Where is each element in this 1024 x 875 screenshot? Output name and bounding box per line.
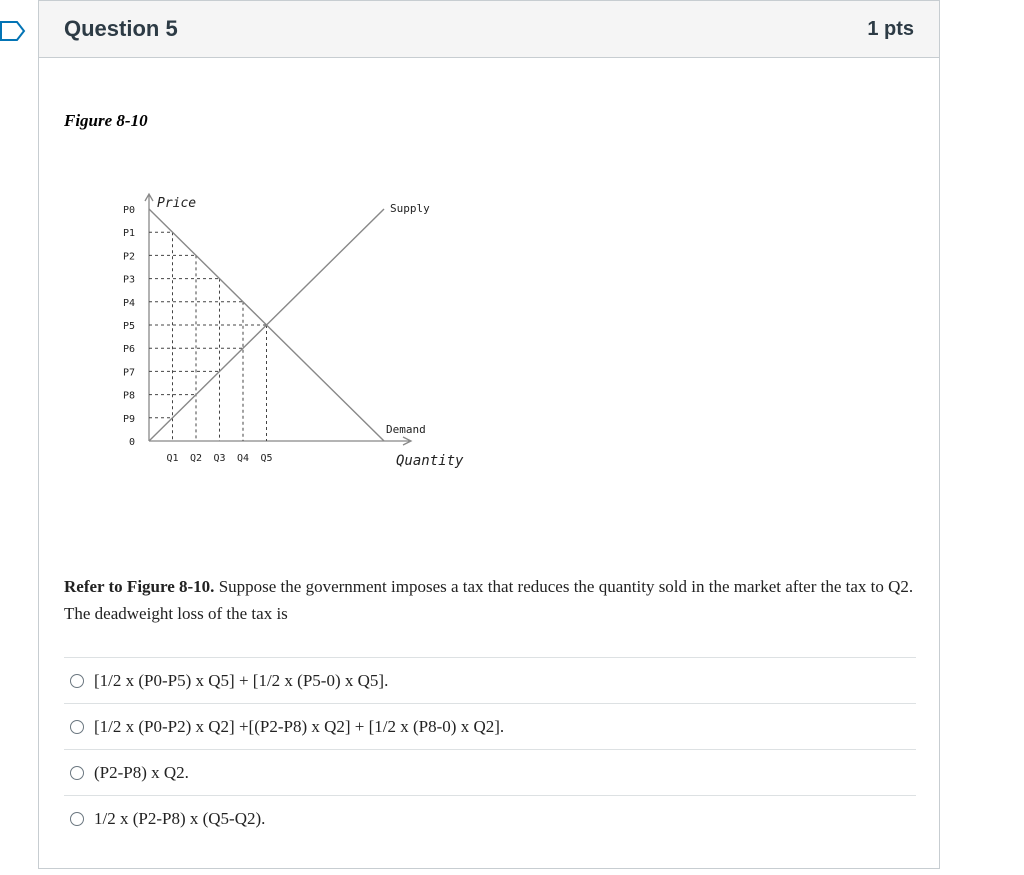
question-header [39,1,939,58]
question-points: 1 pts [867,17,914,40]
price-tick-label: P8 [122,390,135,402]
answer-list [64,657,916,841]
supply-label: Supply [390,202,430,215]
price-tick-label: P9 [122,413,135,425]
quantity-tick-label: Q5 [260,453,273,464]
answer-option-4[interactable] [64,795,916,841]
price-tick-label: P7 [122,367,135,379]
question-title: Question 5 [64,16,178,41]
question-card [38,0,940,869]
figure-label: Figure 8-10 [64,111,148,130]
price-tick-label: P3 [122,274,135,286]
radio-button[interactable] [70,674,84,688]
answer-text: [1/2 x (P0-P5) x Q5] + [1/2 x (P5-0) x Q5]. [94,670,389,690]
price-tick-label: P6 [122,344,135,356]
demand-label: Demand [386,423,426,436]
radio-button[interactable] [70,812,84,826]
radio-button[interactable] [70,720,84,734]
prompt-text: Suppose the government imposes a tax that reduces the quantity sold in the market after the tax to Q2. The deadweight loss of the tax is [64,577,914,623]
flag-question-icon[interactable] [0,20,26,42]
price-tick-label: P4 [122,297,135,309]
prompt-reference: Refer to Figure 8-10. [64,577,215,596]
question-prompt [64,573,919,627]
answer-text: [1/2 x (P0-P2) x Q2] +[(P2-P8) x Q2] + [1/2 x (P8-0) x Q2]. [94,716,505,736]
answer-option-2[interactable] [64,703,916,749]
price-tick-label: 0 [128,437,135,448]
supply-demand-chart [85,189,464,479]
x-axis-title: Quantity [396,453,464,469]
price-tick-label: P2 [122,251,135,263]
answer-text: 1/2 x (P2-P8) x (Q5-Q2). [94,808,266,828]
answer-text: (P2-P8) x Q2. [94,762,189,782]
y-axis-title: Price [157,196,197,211]
price-tick-label: P0 [122,205,135,216]
radio-button[interactable] [70,766,84,780]
price-tick-label: P5 [122,321,135,332]
quantity-tick-label: Q2 [189,453,203,464]
answer-option-1[interactable] [64,657,916,703]
quantity-tick-label: Q4 [236,453,250,464]
quantity-tick-label: Q1 [166,453,179,464]
price-tick-label: P1 [122,228,135,240]
answer-option-3[interactable] [64,749,916,795]
quantity-tick-label: Q3 [213,453,226,464]
